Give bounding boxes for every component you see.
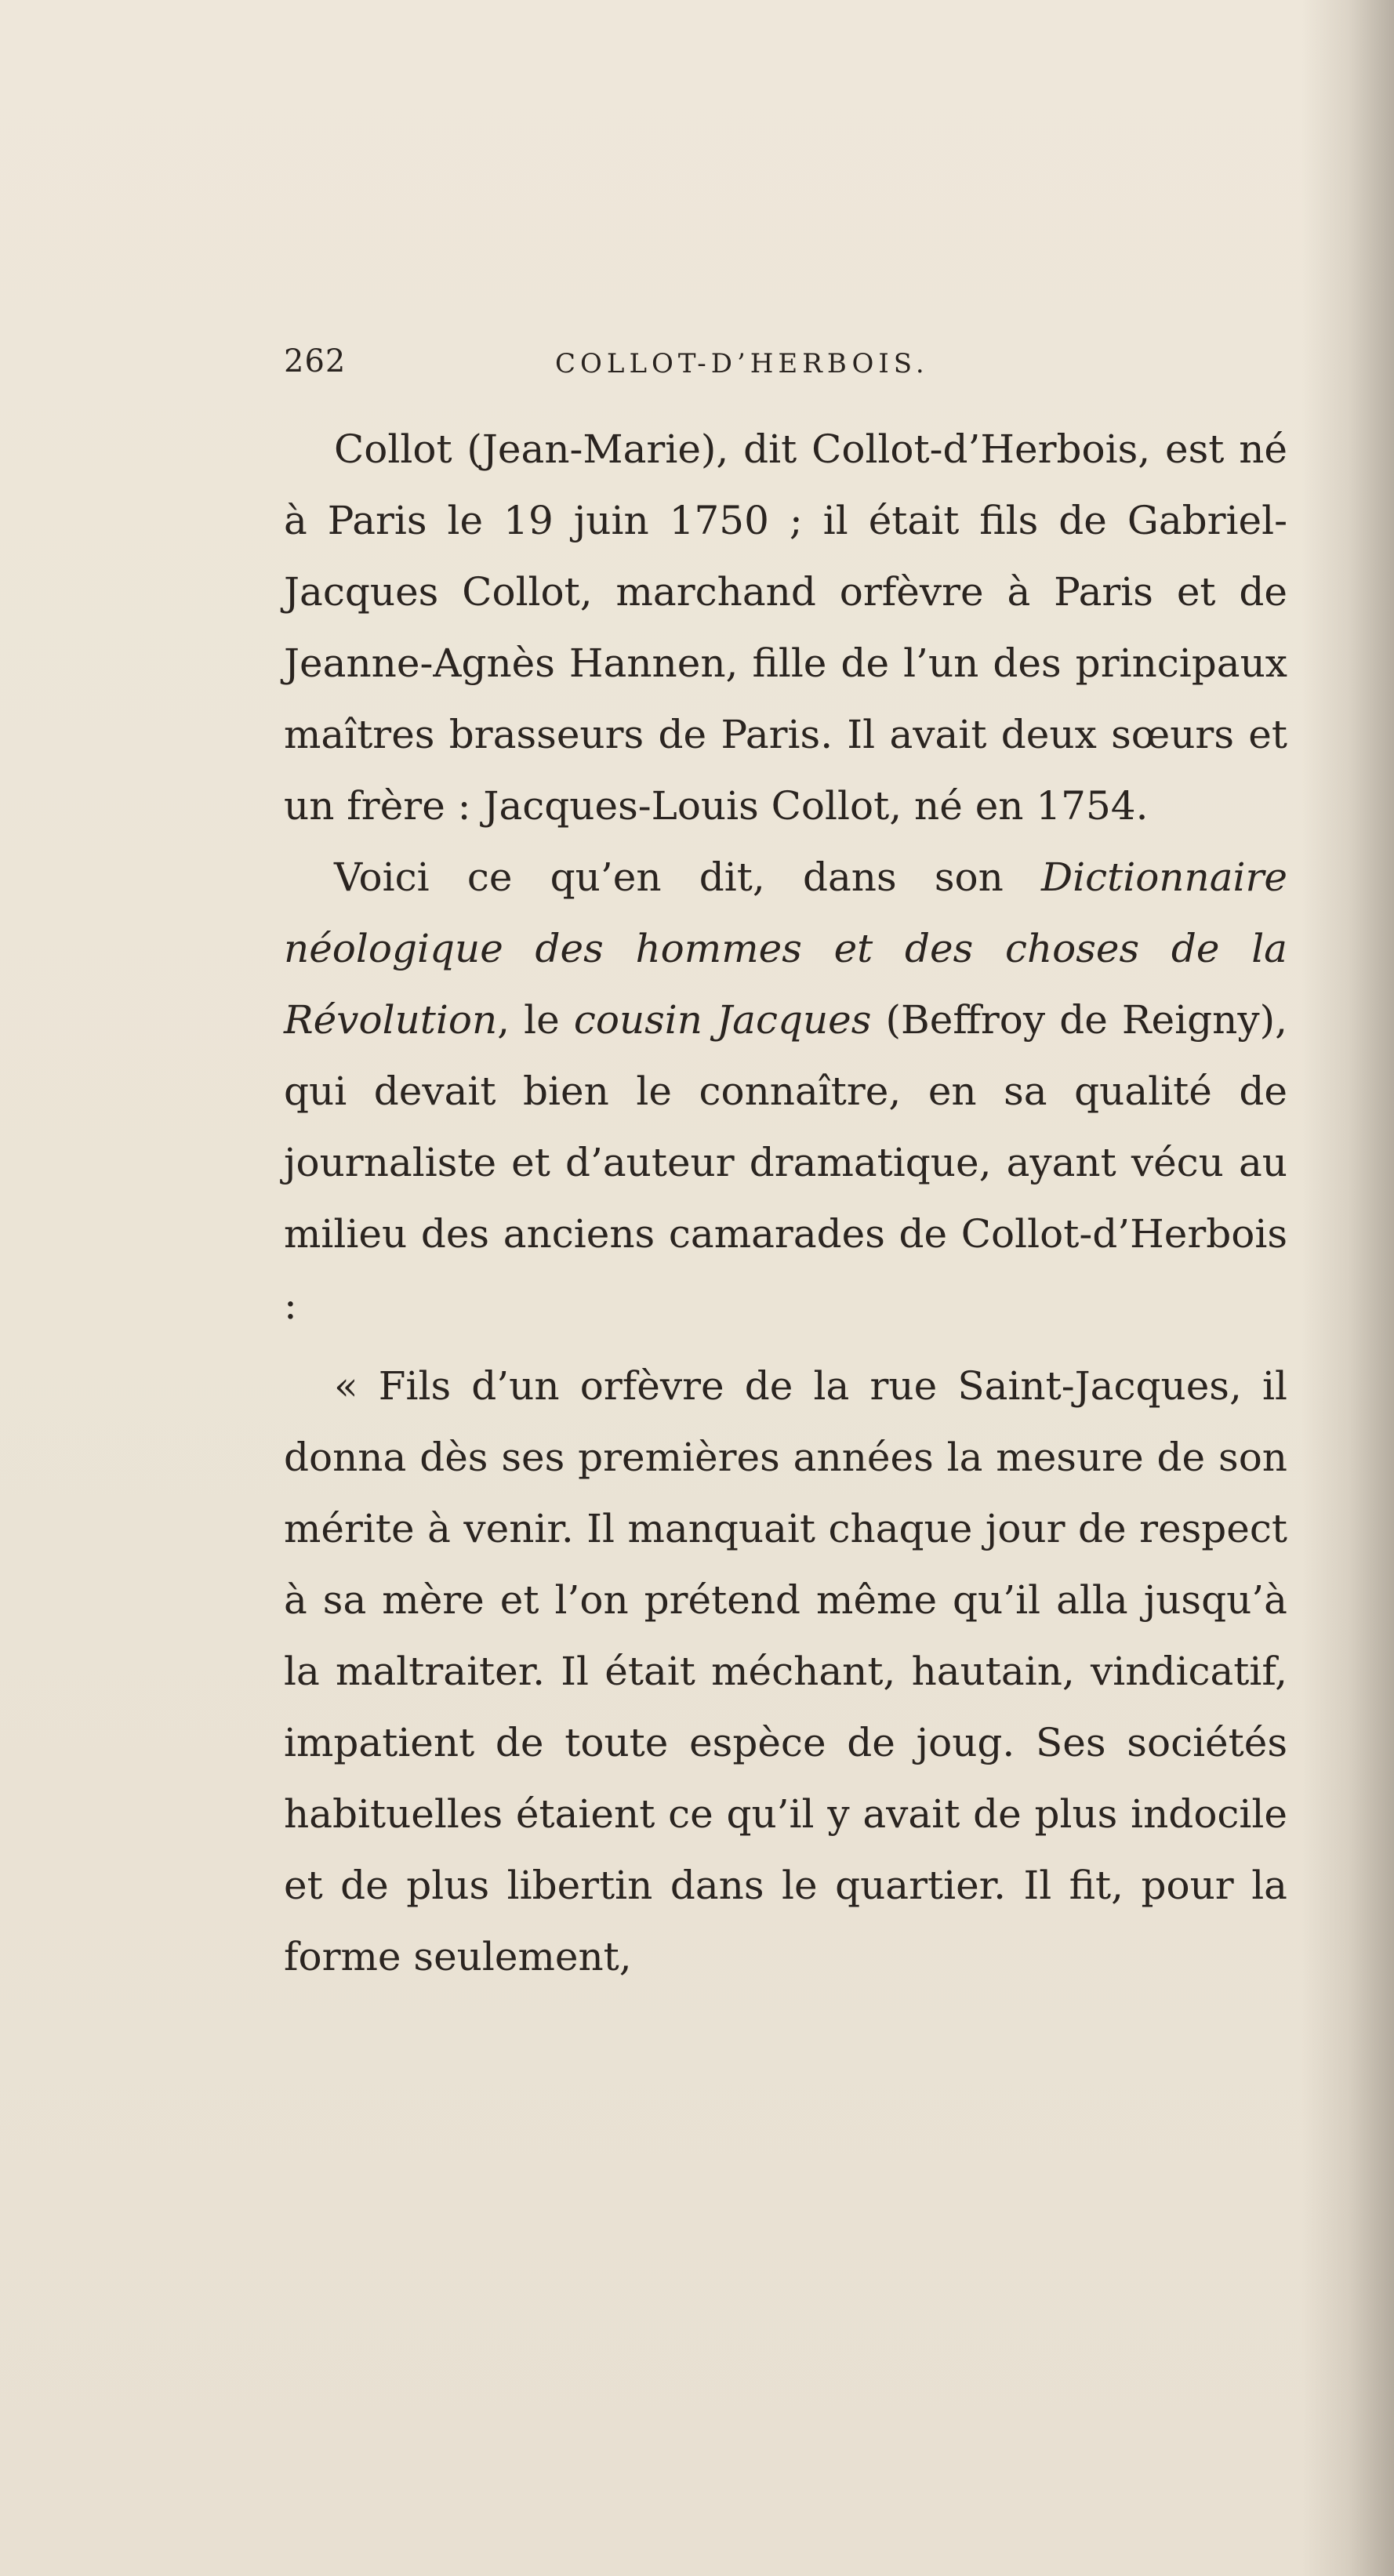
- running-head: [284, 343, 1287, 390]
- body-text: [284, 414, 1287, 1993]
- paragraph-1: [284, 414, 1287, 842]
- paragraph-2: [284, 842, 1287, 1341]
- paragraph-2-text-a: Voici ce qu’en dit, dans son: [334, 854, 1042, 900]
- paragraph-3: [284, 1351, 1287, 1993]
- page-number: 262: [284, 343, 347, 379]
- paragraph-1-text: Collot (Jean-Marie), dit Collot-d’Herbois, est né à Paris le 19 juin 1750 ; il était fils de Gabriel-Jacques Collot, marchand orfèvre à Paris et de Jeanne-Agnès Hannen, fille de l’un des principaux maîtres brasseurs de Paris. Il avait deux sœurs et un frère : Jacques-Louis Collot, né en 1754.: [284, 426, 1287, 829]
- paragraph-2-text-b: , le: [497, 997, 574, 1043]
- author-pseudonym: cousin Jacques: [573, 997, 872, 1043]
- work-title: Dictionnaire néologique des hommes et des choses de la Révolution: [284, 854, 1287, 1043]
- running-title: COLLOT-D’HERBOIS.: [555, 348, 929, 379]
- paragraph-2-text-c: (Beffroy de Reigny), qui devait bien le connaître, en sa qualité de journaliste et d’auteur dramatique, ayant vécu au milieu des anciens camarades de Collot-d’Herbois :: [284, 997, 1287, 1328]
- paragraph-3-text: « Fils d’un orfèvre de la rue Saint-Jacques, il donna dès ses premières années la mesure de son mérite à venir. Il manquait chaque jour de respect à sa mère et l’on prétend même qu’il alla jusqu’à la maltraiter. Il était méchant, hautain, vindicatif, impatient de toute espèce de joug. Ses sociétés habituelles étaient ce qu’il y avait de plus indocile et de plus libertin dans le quartier. Il fit, pour la forme seulement,: [284, 1363, 1287, 1979]
